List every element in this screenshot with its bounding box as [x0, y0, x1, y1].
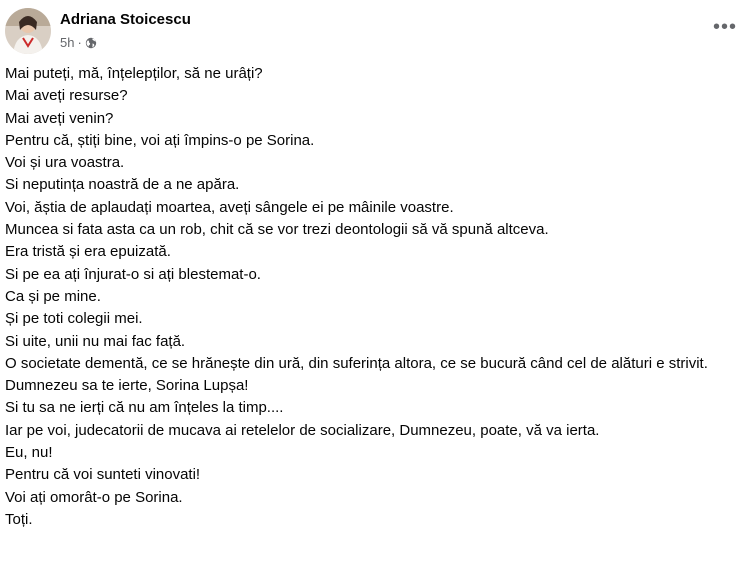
post-line: Și pe toti colegii mei. [5, 310, 143, 328]
post-line: Pentru că voi sunteti vinovati! [5, 466, 201, 484]
post-meta [60, 35, 97, 50]
post-line: Mai aveți resurse? [5, 87, 128, 105]
post-line: Era tristă și era epuizată. [5, 243, 171, 261]
post-line: Voi ați omorât-o pe Sorina. [5, 488, 183, 506]
more-horizontal-icon: ••• [712, 16, 737, 38]
post-line: Pentru că, știți bine, voi ați împins-o pe Sorina. [5, 131, 315, 149]
globe-icon[interactable] [85, 37, 97, 49]
post-line: Muncea si fata asta ca un rob, chit că se vor trezi deontologii să vă spună altceva. [5, 221, 549, 239]
meta-separator: · [77, 35, 82, 50]
avatar[interactable] [5, 8, 51, 54]
post-text [5, 63, 735, 531]
post-line: Si neputința noastră de a ne apăra. [5, 176, 240, 194]
post-line: Ca și pe mine. [5, 287, 101, 305]
post-line: Toți. [5, 510, 33, 528]
post-line: Dumnezeu sa te ierte, Sorina Lupșa! [5, 377, 249, 395]
post-line: Si uite, unii nu mai fac față. [5, 332, 186, 350]
post-header [5, 5, 745, 57]
avatar-image [5, 8, 51, 54]
post-line: Voi, ăștia de aplaudați moartea, aveți sângele ei pe mâinile voastre. [5, 198, 454, 216]
more-options-button[interactable] [710, 17, 740, 47]
post-line: Si pe ea ați înjurat-o si ați blestemat-o. [5, 265, 261, 283]
post-line: Eu, nu! [5, 444, 53, 462]
post-time[interactable]: 5h [60, 35, 75, 50]
post-line: Mai puteți, mă, înțelepților, să ne urâți? [5, 65, 263, 82]
post-line: O societate dementă, ce se hrănește din ură, din suferința altora, ce se bucură când cel de alături e strivit. [5, 354, 708, 372]
post-line: Voi și ura voastra. [5, 154, 125, 172]
post-line: Iar pe voi, judecatorii de mucava ai retelelor de socializare, Dumnezeu, poate, vă va ierta. [5, 421, 600, 439]
post-line: Mai aveți venin? [5, 109, 114, 127]
post-line: Si tu sa ne ierți că nu am înțeles la timp.... [5, 399, 284, 417]
author-name[interactable]: Adriana Stoicescu [60, 11, 191, 28]
